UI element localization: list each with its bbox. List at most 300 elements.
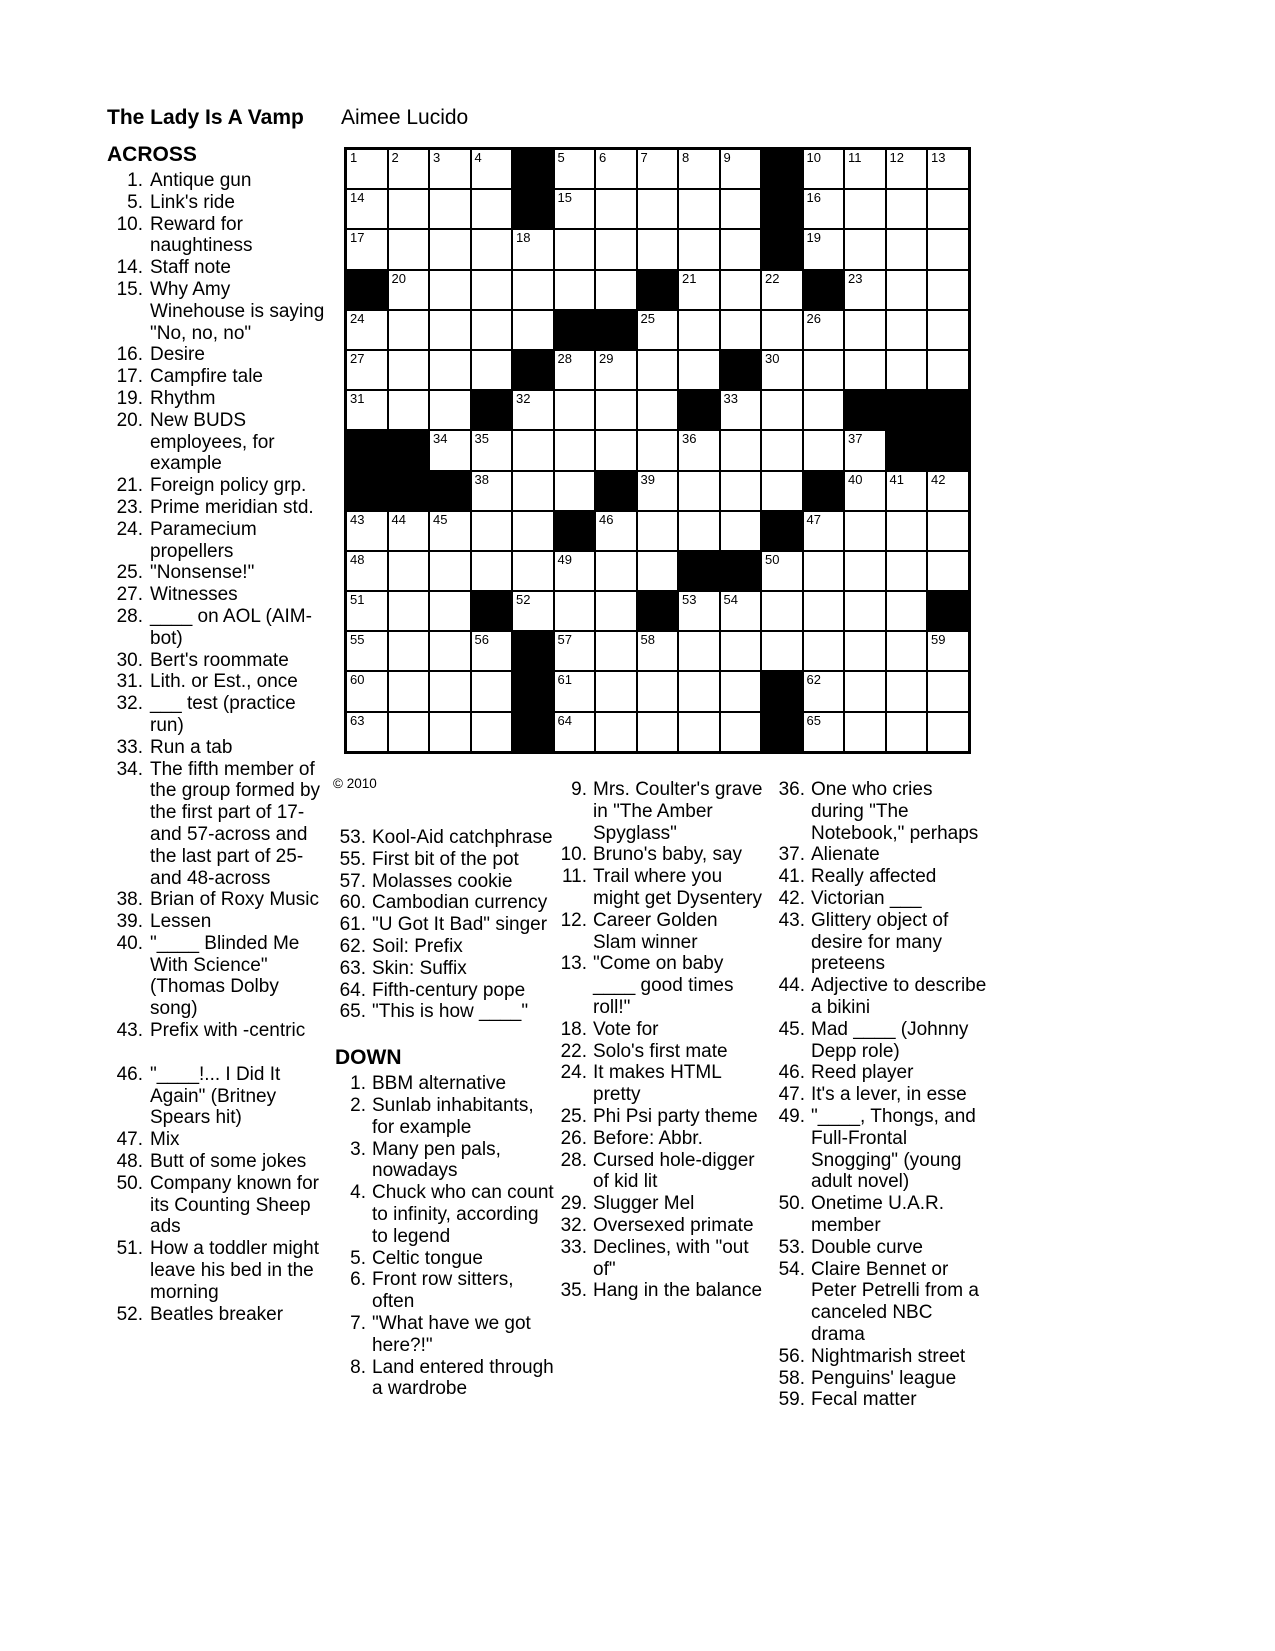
grid-cell [596,632,636,670]
clue-number: 16. [116,344,143,366]
grid-cell [555,271,595,309]
clue-text: Soil: Prefix [372,935,463,957]
grid-cell [721,230,761,268]
cell-number: 37 [848,431,863,447]
clue-number: 11. [561,866,587,888]
clue-item [335,849,555,871]
clue-text: Declines, with "out of" [593,1236,749,1280]
grid-cell [389,713,429,751]
grid-cell [804,592,844,630]
grid-cell [430,271,470,309]
grid-cell [804,632,844,670]
grid-cell [679,311,719,349]
cell-number: 5 [557,150,565,165]
clue-list-across-2 [335,827,555,1023]
cell-number: 58 [640,632,655,648]
clue-text: Company known for its Counting Sheep ads [150,1172,319,1238]
clue-text: Antique gun [150,170,252,191]
grid-cell [845,672,885,710]
grid-cell-black [513,632,553,670]
clue-number: 28. [116,605,143,627]
clue-number: 33. [560,1236,587,1258]
grid-cell [638,552,678,590]
clue-number: 46. [116,1063,143,1085]
clue-text: Foreign policy grp. [150,475,307,497]
clues-column-3 [556,779,765,1302]
cell-number: 20 [391,270,406,286]
grid-cell [638,190,678,228]
grid-cell [679,230,719,268]
cell-number: 18 [516,230,531,246]
grid-cell [638,351,678,389]
clues-column-2 [335,827,555,1400]
clue-number: 38. [116,889,143,911]
grid-cell [430,190,470,228]
clue-number: 34. [116,758,143,780]
clue-text: Many pen pals, nowadays [372,1138,501,1182]
clue-number: 60. [339,892,366,914]
clue-item [556,1193,765,1215]
clue-number: 43. [116,1020,143,1042]
grid-cell-black [389,472,429,510]
cell-number: 55 [350,632,365,648]
grid-cell [555,190,595,228]
grid-cell [679,632,719,670]
grid-cell [928,230,968,268]
cell-number: 25 [640,310,655,326]
grid-cell [430,230,470,268]
clue-text: Alienate [811,844,880,866]
clue-text: Staff note [150,257,231,279]
grid-cell-black [638,592,678,630]
clue-text: It makes HTML pretty [593,1062,722,1106]
grid-cell [928,552,968,590]
grid-cell-black [928,592,968,630]
clue-text: Nightmarish street [811,1345,966,1367]
clue-text: "Come on baby ____ good times roll!" [593,953,734,1018]
grid-cell [555,150,595,188]
grid-cell [596,150,636,188]
clue-text: Claire Bennet or Peter Petrelli from a canceled NBC drama [811,1258,979,1345]
grid-cell [555,351,595,389]
grid-cell-black [555,311,595,349]
clue-item [107,257,327,279]
grid-cell [679,431,719,469]
grid-cell [472,150,512,188]
clue-text: "____!... I Did It Again" (Britney Spears hit) [150,1063,281,1129]
clue-text: Land entered through a wardrobe [372,1356,554,1400]
clue-text: Phi Psi party theme [593,1105,758,1127]
cell-number: 46 [599,511,614,527]
clue-text: Link's ride [150,191,235,213]
grid-cell [638,713,678,751]
cell-number: 3 [433,150,441,165]
clue-item [335,1073,555,1095]
clue-item [107,388,327,410]
grid-cell [845,351,885,389]
grid-cell [596,672,636,710]
grid-cell [596,271,636,309]
grid-cell [389,351,429,389]
clue-text: Slugger Mel [593,1193,695,1215]
grid-cell [347,592,387,630]
grid-cell [721,431,761,469]
grid-cell [596,552,636,590]
grid-cell [555,391,595,429]
grid-cell [762,632,802,670]
grid-cell [596,391,636,429]
clue-number: 3. [350,1138,366,1160]
grid-cell [887,190,927,228]
clue-item [774,1084,988,1106]
clue-list-down-2 [556,779,765,1302]
clue-number: 28. [560,1149,587,1171]
grid-cell [430,391,470,429]
clue-number: 56. [778,1345,805,1367]
grid-cell [887,472,927,510]
clue-text: Campfire tale [150,366,263,388]
clue-item [556,779,765,844]
grid-cell-black [804,271,844,309]
grid-cell [928,150,968,188]
clue-item [335,871,555,893]
cell-number: 31 [350,391,365,407]
clue-text: The fifth member of the group formed by the first part of 17- and 57-across and the last part of 25- and 48-across [150,758,321,889]
cell-number: 52 [516,592,531,608]
clue-text: Butt of some jokes [150,1151,307,1173]
clue-item [774,1368,988,1390]
clue-number: 50. [116,1172,143,1194]
clue-number: 25. [560,1105,587,1127]
clue-number: 50. [778,1193,805,1215]
clue-number: 32. [116,693,143,715]
clue-number: 63. [339,957,366,979]
clue-text: Mrs. Coulter's grave in "The Amber Spyglass" [593,779,763,844]
grid-cell [596,351,636,389]
grid-cell [513,512,553,550]
clue-text: Prefix with -centric [150,1020,306,1042]
grid-cell-black [513,672,553,710]
grid-cell-black [887,431,927,469]
clue-item [335,892,555,914]
clue-number: 42. [778,887,805,909]
grid-cell [887,672,927,710]
grid-cell [804,713,844,751]
grid-cell [887,150,927,188]
clue-item [107,1238,327,1303]
grid-cell [347,230,387,268]
clue-number: 36. [778,779,805,800]
clue-text: Brian of Roxy Music [150,889,319,911]
down-header: DOWN [335,1046,402,1070]
grid-cell [762,472,802,510]
clue-number: 32. [560,1214,587,1236]
clue-number: 30. [116,649,143,671]
clue-number: 8. [350,1356,366,1378]
grid-cell [679,672,719,710]
cell-number: 26 [806,310,821,326]
clue-number: 39. [116,911,143,933]
clue-number: 49. [778,1105,805,1127]
clue-item [774,779,988,844]
cell-number: 61 [557,672,572,688]
grid-cell-black [347,431,387,469]
clue-text: Rhythm [150,387,216,409]
clue-number: 64. [339,979,366,1001]
clue-number: 9. [571,779,587,800]
grid-cell [347,391,387,429]
clue-item [107,911,327,933]
cell-number: 21 [682,270,697,286]
grid-cell-black [347,271,387,309]
clue-text: Why Amy Winehouse is saying "No, no, no" [150,278,325,344]
grid-cell [638,230,678,268]
grid-cell [513,311,553,349]
clue-number: 5. [350,1247,366,1269]
grid-cell [845,512,885,550]
grid-cell [804,552,844,590]
grid-cell-black [513,150,553,188]
clue-text: Chuck who can count to infinity, according to legend [372,1182,554,1247]
grid-cell [347,632,387,670]
cell-number: 33 [723,391,738,407]
clue-text: One who cries during "The Notebook," perhaps [811,779,979,844]
clue-item [774,888,988,910]
clue-item [556,1062,765,1106]
grid-cell [804,150,844,188]
grid-cell-black [472,592,512,630]
clue-list-down-3 [774,779,988,1411]
grid-cell [389,512,429,550]
clue-item [556,1280,765,1302]
clue-number: 7. [350,1312,366,1334]
clue-text: "Nonsense!" [150,562,255,584]
grid-cell [804,311,844,349]
clue-item [107,214,327,258]
clue-text: Sunlab inhabitants, for example [372,1094,534,1138]
clue-item [335,1139,555,1183]
clues-column-4 [774,779,988,1411]
grid-cell [679,271,719,309]
cell-number: 2 [391,150,399,165]
grid-cell [679,512,719,550]
grid-cell [472,351,512,389]
clue-item [107,671,327,693]
clue-item [107,1151,327,1173]
clue-text: Run a tab [150,736,233,758]
clue-number: 57. [339,870,366,892]
grid-cell [347,512,387,550]
grid-cell [389,150,429,188]
clue-number: 46. [778,1062,805,1084]
grid-cell [347,552,387,590]
clue-number: 4. [350,1182,366,1204]
grid-cell [928,672,968,710]
clue-text: Solo's first mate [593,1040,728,1062]
clue-number: 22. [560,1040,587,1062]
clue-text: Cursed hole-digger of kid lit [593,1149,755,1193]
cell-number: 19 [806,230,821,246]
clue-text: Trail where you might get Dysentery [593,866,762,909]
clue-number: 53. [339,827,366,848]
clue-item [107,497,327,519]
clue-item [107,519,327,563]
clue-text: Cambodian currency [372,892,548,914]
clue-number: 47. [778,1084,805,1106]
grid-cell [721,512,761,550]
clue-text: Victorian ___ [811,887,922,909]
clue-item [335,1313,555,1357]
clue-item [774,975,988,1019]
clue-text: Hang in the balance [593,1280,763,1302]
cell-number: 30 [765,350,780,366]
grid-cell [845,230,885,268]
grid-cell-black [762,190,802,228]
clue-number: 10. [560,844,587,866]
cell-number: 48 [350,551,365,567]
grid-cell [430,632,470,670]
clue-text: Onetime U.A.R. member [811,1193,945,1236]
clue-number: 5. [127,191,143,213]
grid-cell [389,190,429,228]
grid-cell-black [430,472,470,510]
clue-text: New BUDS employees, for example [150,409,275,475]
clue-item [774,1106,988,1193]
cell-number: 60 [350,672,365,688]
grid-cell [762,552,802,590]
grid-cell [721,632,761,670]
clue-item [107,737,327,759]
cell-number: 23 [848,270,863,286]
clue-number: 25. [116,562,143,584]
grid-cell [845,271,885,309]
clue-number: 23. [116,496,143,518]
grid-cell [347,311,387,349]
grid-cell [513,472,553,510]
grid-cell [638,672,678,710]
clue-item [107,1020,327,1042]
clue-number: 35. [560,1280,587,1302]
clue-item [556,910,765,954]
clue-text: Really affected [811,866,937,888]
grid-cell [845,311,885,349]
clue-item [556,1106,765,1128]
cell-number: 29 [599,350,614,366]
grid-cell [347,150,387,188]
clue-item [774,910,988,975]
clue-text: Reward for naughtiness [150,213,253,257]
clue-number: 24. [560,1062,587,1084]
clue-item [335,936,555,958]
grid-cell [887,592,927,630]
clue-number: 19. [116,387,143,409]
grid-cell [555,552,595,590]
grid-cell [513,592,553,630]
cell-number: 62 [806,672,821,688]
grid-cell [472,271,512,309]
grid-cell-black [928,391,968,429]
grid-cell [928,271,968,309]
cell-number: 38 [474,471,489,487]
clue-number: 45. [778,1018,805,1040]
clue-text: Desire [150,344,205,366]
clue-item [107,650,327,672]
grid-cell [928,713,968,751]
clue-number: 29. [560,1193,587,1215]
clue-number: 15. [116,278,143,300]
grid-cell [721,271,761,309]
grid-cell [555,592,595,630]
clue-number: 58. [778,1367,805,1389]
grid-cell [762,431,802,469]
cell-number: 13 [931,150,946,165]
grid-cell-black [596,311,636,349]
clue-item [107,170,327,192]
clue-text: Paramecium propellers [150,518,257,562]
clue-number: 44. [778,975,805,997]
clue-item [107,1129,327,1151]
clue-item [774,844,988,866]
cell-number: 17 [350,230,365,246]
clue-text: Oversexed primate [593,1214,754,1236]
grid-cell [555,472,595,510]
clue-number: 47. [116,1129,143,1151]
grid-cell [887,351,927,389]
clue-item [774,1389,988,1411]
grid-cell-black [928,431,968,469]
cell-number: 40 [848,471,863,487]
grid-cell [721,472,761,510]
grid-cell [679,472,719,510]
clue-item [774,1237,988,1259]
grid-cell [679,190,719,228]
grid-cell [430,150,470,188]
cell-number: 7 [640,150,648,165]
copyright-notice: © 2010 [333,776,377,791]
grid-cell [430,311,470,349]
cell-number: 10 [806,150,821,165]
clue-number: 24. [116,518,143,540]
clue-number: 62. [339,935,366,957]
grid-cell [472,632,512,670]
grid-cell [430,713,470,751]
grid-cell [928,632,968,670]
clue-number: 59. [778,1389,805,1411]
cell-number: 50 [765,551,780,567]
clue-item [556,844,765,866]
clue-item [107,606,327,650]
clue-number: 41. [778,866,805,888]
clue-item [335,1182,555,1247]
grid-cell [928,351,968,389]
grid-cell-black [679,552,719,590]
puzzle-author: Aimee Lucido [341,106,469,129]
grid-cell [472,552,512,590]
grid-cell [721,311,761,349]
grid-cell [804,391,844,429]
clue-item [335,1248,555,1270]
clue-item [107,1304,327,1326]
clue-item [107,1064,327,1129]
cell-number: 59 [931,632,946,648]
grid-cell [887,632,927,670]
grid-cell [389,592,429,630]
clue-item [556,1128,765,1150]
clue-text: "____ Blinded Me With Science" (Thomas Dolby song) [150,932,300,1020]
cell-number: 53 [682,592,697,608]
grid-cell [679,592,719,630]
grid-cell [845,150,885,188]
